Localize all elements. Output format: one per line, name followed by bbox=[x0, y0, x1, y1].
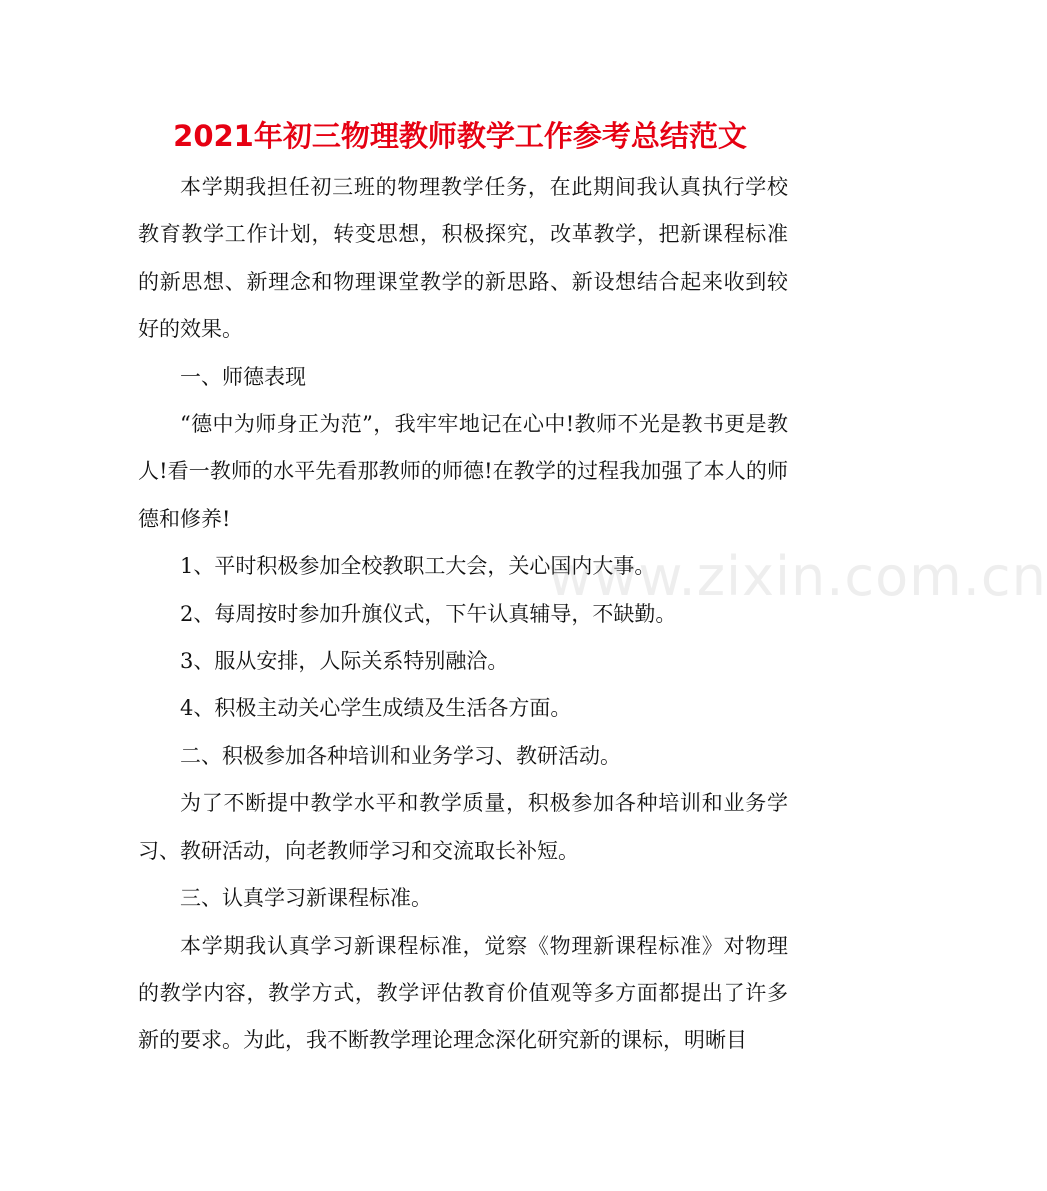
section-heading-curriculum: 三、认真学习新课程标准。 bbox=[180, 886, 432, 911]
paragraph-ethics: “德中为师身正为范”，我牢牢地记在心中!教师不光是教书更是教人!看一教师的水平先看那教师的师德!在教学的过程我加强了本人的师德和修养! bbox=[138, 412, 788, 531]
section-heading-ethics: 一、师德表现 bbox=[180, 364, 306, 389]
list-item-3: 3、服从安排，人际关系特别融洽。 bbox=[180, 649, 509, 674]
paragraph-training: 为了不断提中教学水平和教学质量，积极参加各种培训和业务学习、教研活动，向老教师学习和交流取长补短。 bbox=[138, 791, 788, 863]
document-title: 2021年初三物理教师教学工作参考总结范文 bbox=[173, 119, 747, 153]
paragraph-curriculum: 本学期我认真学习新课程标准，觉察《物理新课程标准》对物理的教学内容，教学方式，教学评估教育价值观等多方面都提出了许多新的要求。为此，我不断教学理论理念深化研究新的课标，明晰目 bbox=[138, 933, 788, 1053]
list-item-4: 4、积极主动关心学生成绩及生活各方面。 bbox=[180, 696, 572, 721]
paragraph-intro: 本学期我担任初三班的物理教学任务，在此期间我认真执行学校教育教学工作计划，转变思想，积极探究，改革教学，把新课程标准的新思想、新理念和物理课堂教学的新思路、新设想结合起来收到较好的效果。 bbox=[138, 175, 788, 342]
list-item-1: 1、平时积极参加全校教职工大会，关心国内大事。 bbox=[180, 554, 656, 579]
list-item-2: 2、每周按时参加升旗仪式，下午认真辅导，不缺勤。 bbox=[180, 601, 677, 626]
document-body bbox=[138, 164, 788, 1065]
section-heading-training: 二、积极参加各种培训和业务学习、教研活动。 bbox=[180, 743, 621, 768]
watermark: www.zixin.com.cn bbox=[548, 545, 1047, 608]
